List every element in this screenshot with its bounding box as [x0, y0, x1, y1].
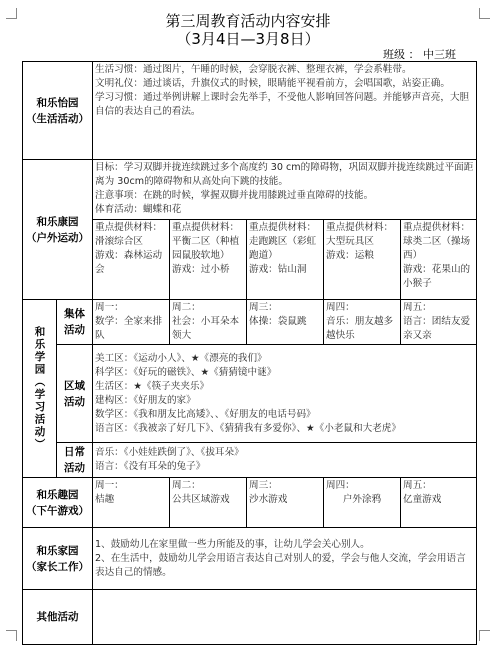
health-label: 和乐康园 （户外运动）: [23, 160, 93, 300]
fun-day-cell: 周二： 公共区域游戏: [170, 478, 247, 528]
life-line: 生活习惯：通过图片，午睡的时候，会穿脱衣裤、整理衣裤，学会系鞋带。: [95, 64, 412, 75]
study-label: 和乐学园（学习活动）: [23, 300, 57, 478]
fun-label: 和乐趣园 （下午游戏）: [23, 478, 93, 528]
fun-day-cell: 周三： 沙水游戏: [247, 478, 324, 528]
row-other: [23, 590, 477, 645]
life-line: 文明礼仪：通过谈话，升旗仪式的时候，眼睛能平视看前方，会唱国歌，站姿正确。: [95, 78, 450, 89]
health-area-cell: 重点提供材料：滑滚综合区 游戏：森林运动会: [93, 220, 170, 300]
daily-line: 语言：《没有耳朵的兔子》: [95, 461, 206, 472]
health-line: 注意事项：在跳的时候，掌握双脚并拢用膝跳过垂直障碍的技能。: [95, 190, 374, 201]
row-study-area: [23, 345, 477, 443]
fun-day-cell: 周一： 桔趣: [93, 478, 170, 528]
area-activity-content: [93, 345, 477, 443]
other-label: 其他活动: [23, 590, 93, 645]
family-content: [93, 528, 477, 590]
family-line: 2、在生活中，鼓励幼儿学会用语言表达自己对别人的爱，学会与他人交流，学会用语言表达自己的情感。: [95, 552, 466, 578]
row-family: [23, 528, 477, 590]
area-line: 美工区：《运动小人》、★《漂亮的我们》: [95, 352, 267, 364]
area-line: 数学区：《我和朋友比高矮》、、《好朋友的电话号码》: [95, 408, 316, 420]
group-day-cell: 周二： 社会：小耳朵本领大: [170, 300, 247, 345]
group-day-cell: 周四： 音乐：朋友越多越快乐: [324, 300, 401, 345]
other-content: [93, 590, 477, 645]
row-fun: [23, 478, 477, 528]
schedule-table: [22, 61, 477, 645]
document-date-range: （3月4日—3月8日）: [176, 30, 320, 48]
row-study-group: [23, 300, 477, 345]
health-area-cell: 重点提供材料：大型玩具区 游戏：运粮: [324, 220, 401, 300]
group-day-cell: 周一： 数学：全家来排队: [93, 300, 170, 345]
health-line: 目标：学习双脚并拢连续跳过多个高度约 30 cm的障碍物，巩固双脚并拢连续跳过平面距离为 30cm的障碍物和从高处向下跳的技能。: [95, 162, 474, 187]
life-content: [93, 62, 477, 160]
area-line: 语言区：《我被亲了好几下》、《猜猜我有多爱你》、★《小老鼠和大老虎》: [95, 422, 401, 434]
life-line: 学习习惯：通过举例讲解上课时会先举手，不受他人影响回答问题。并能够声音亮，大胆自信的表达自己的看法。: [95, 92, 470, 117]
page-corner-mark: [6, 630, 17, 641]
group-day-cell: 周五： 语言：团结友爱亲又亲: [401, 300, 477, 345]
group-day-cell: 周三： 体操：袋鼠跳: [247, 300, 324, 345]
health-line: 体育活动：蝴蝶和花: [95, 204, 182, 215]
page-corner-mark: [479, 630, 490, 641]
area-line: 生活区：★《筷子夹夹乐》: [95, 380, 210, 392]
health-area-cell: 重点提供材料：球类二区（操场西） 游戏：花果山的小猴子: [401, 220, 477, 300]
fun-day-cell: 周五： 亿童游戏: [401, 478, 477, 528]
area-line: 建构区：《好朋友的家》: [95, 394, 196, 406]
health-area-cell: 重点提供材料：平衡二区（种植园鼠胶软地） 游戏：过小桥: [170, 220, 247, 300]
life-label: 和乐怡园 （生活活动）: [23, 62, 93, 160]
group-activity-label: 集体活动: [57, 300, 93, 345]
health-area-cell: 重点提供材料：走跑跳区（彩虹跑道） 游戏：钻山洞: [247, 220, 324, 300]
row-study-daily: [23, 443, 477, 478]
daily-activity-label: 日常活动: [57, 443, 93, 478]
fun-day-cell: 周四： 户外涂鸦: [324, 478, 401, 528]
family-label: 和乐家园 （家长工作）: [23, 528, 93, 590]
daily-activity-content: [93, 443, 477, 478]
daily-line: 音乐：《小娃娃跌倒了》、《拔耳朵》: [95, 447, 244, 458]
row-life: [23, 62, 477, 160]
area-activity-label: 区域活动: [57, 345, 93, 443]
health-content: [93, 160, 477, 220]
area-line: 科学区：《好玩的磁铁》、★《猜猜镜中谜》: [95, 366, 277, 378]
row-health-desc: [23, 160, 477, 220]
document-title: 第三周教育活动内容安排: [165, 12, 331, 30]
class-label: 班级 ： 中三班: [383, 48, 456, 61]
family-line: 1、鼓励幼儿在家里做一些力所能及的事，让幼儿学会关心别人。: [95, 538, 370, 550]
